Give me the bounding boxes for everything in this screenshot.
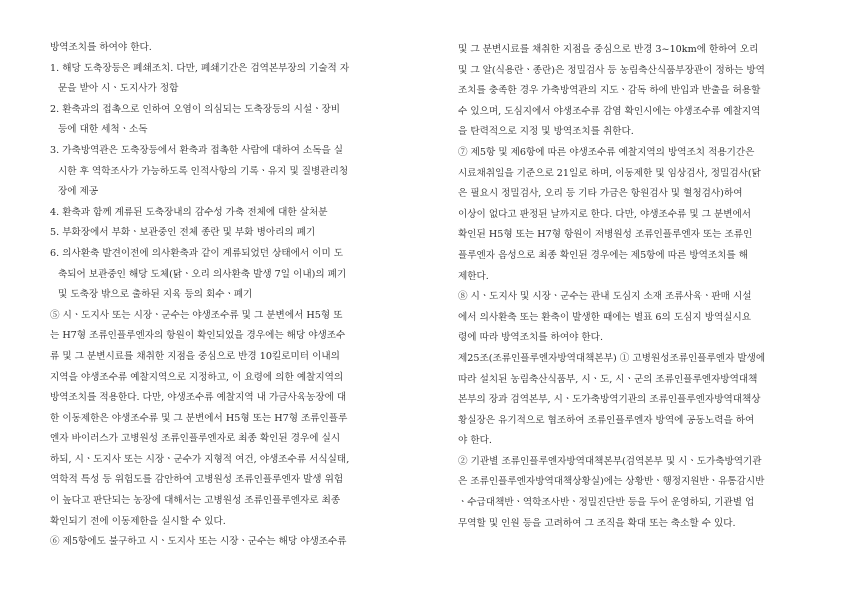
text-line: 수 있으며, 도심지에서 야생조수류 감염 확인시에는 야생조수류 예찰지역 [458,105,761,117]
left-paragraph [50,532,382,553]
text-line: 4. 환축과 함께 계류된 도축장내의 감수성 가축 전체에 대한 살처분 [50,206,328,218]
text-line: 무역할 및 인원 등을 고려하여 그 조직을 확대 또는 축소할 수 있다. [458,517,736,529]
right-paragraph [458,143,794,287]
right-column [458,40,794,534]
text-line: 한 이동제한은 야생조수류 및 그 분변에서 H5형 또는 H7형 조류인플루 [50,412,348,424]
text-line: 2. 환축과의 접촉으로 인하여 오염이 의심되는 도축장등의 시설ㆍ장비 [50,103,340,115]
left-paragraph [50,100,382,141]
text-line: 확인되기 전에 이동제한을 실시할 수 있다. [50,515,226,527]
text-line: 방역조치를 하여야 한다. [50,42,152,53]
text-line: 하되, 시ㆍ도지사 또는 시장ㆍ군수가 지형적 여건, 야생조수류 서식실태, [50,453,350,465]
text-line: 이상이 없다고 판정된 날까지로 한다. 다만, 야생조수류 및 그 분변에서 [458,208,752,220]
text-line: 등에 대한 세척ㆍ소독 [58,124,148,136]
text-line: 제한다. [458,270,489,282]
text-line: 1. 해당 도축장등은 폐쇄조치. 다만, 폐쇄기간은 검역본부장의 기술적 자 [50,62,350,74]
text-line: 는 H7형 조류인플루엔자의 항원이 확인되었을 경우에는 해당 야생조수 [50,330,346,342]
left-paragraph [50,141,382,203]
text-line: 은 조류인플루엔자방역대책상황실)에는 상황반ㆍ행정지원반ㆍ유통감시반 [458,476,765,488]
right-paragraph [458,452,794,534]
right-paragraph [458,287,794,349]
left-paragraph [50,59,382,100]
text-line: 지역을 야생조수류 예찰지역으로 지정하고, 이 요령에 의한 예찰지역의 [50,371,344,383]
text-line: 본부의 장과 검역본부, 시ㆍ도가축방역기관의 조류인플루엔자방역대책상 [458,394,761,406]
text-line: 령에 따라 방역조치를 하여야 한다. [458,332,603,344]
text-line: ⑥ 제5항에도 불구하고 시ㆍ도지사 또는 시장ㆍ군수는 해당 야생조수류 [50,536,347,548]
text-line: 황실장은 유기적으로 협조하여 조류인플루엔자 방역에 공동노력을 하여 [458,414,755,426]
text-line: 문을 받아 시ㆍ도지사가 정함 [58,83,179,95]
text-line: 역학적 특성 등 위험도를 감안하여 고병원성 조류인플루엔자 발생 위험 [50,474,344,486]
text-line: 조치를 충족한 경우 가축방역관의 지도ㆍ감독 하에 반입과 반출을 허용할 [458,85,761,97]
text-line: ⑦ 제5항 및 제6항에 따른 야생조수류 예찰지역의 방역조치 적용기간은 [458,146,755,158]
text-line: 3. 가축방역관은 도축장등에서 환축과 접촉한 사람에 대하여 소독을 실 [50,144,344,156]
text-line: ⑧ 시ㆍ도지사 및 시장ㆍ군수는 관내 도심지 소재 조류사육ㆍ판매 시설 [458,291,752,303]
text-line: 이 높다고 판단되는 농장에 대해서는 고병원성 조류인플루엔자로 최종 [50,495,341,507]
right-paragraph [458,40,794,143]
left-paragraph [50,244,382,306]
text-line: 및 도축장 밖으로 출하된 지육 등의 회수ㆍ폐기 [58,289,253,301]
text-line: 시한 후 역학조사가 가능하도록 인적사항의 기록ㆍ유지 및 질병관리청 [58,165,349,177]
text-line: 6. 의사환축 발견이전에 의사환축과 같이 계류되었던 상태에서 이미 도 [50,247,344,259]
text-line: 시료채취일을 기준으로 21일로 하며, 이동제한 및 임상검사, 정밀검사(닭 [458,167,761,179]
text-line: ⑤ 시ㆍ도지사 또는 시장ㆍ군수는 야생조수류 및 그 분변에서 H5형 또 [50,309,343,321]
text-line: 을 탄력적으로 지정 및 방역조치를 취한다. [458,126,634,138]
left-paragraph [50,223,382,244]
text-line: 방역조치를 적용한다. 다만, 야생조수류 예찰지역 내 가금사육농장에 대 [50,392,347,404]
text-line: 따라 설치된 농림축산식품부, 시ㆍ도, 시ㆍ군의 조류인플루엔자방역대책 [458,373,758,385]
text-line: ㆍ수급대책반ㆍ역학조사반ㆍ정밀진단반 등을 두어 운영하되, 기관별 업 [458,497,755,509]
left-paragraph [50,38,382,59]
text-line: 및 그 알(식용란ㆍ종란)은 정밀검사 등 농림축산식품부장관이 정하는 방역 [458,64,765,76]
text-line: 엔자 바이러스가 고병원성 조류인플루엔자로 최종 확인된 경우에 실시 [50,433,341,445]
text-line: 5. 부화장에서 부화ㆍ보관중인 전체 종란 및 부화 병아리의 폐기 [50,227,316,239]
text-line: 제25조(조류인플루엔자방역대책본부) ① 고병원성조류인플루엔자 발생에 [458,352,766,364]
text-line: 확인된 H5형 또는 H7형 항원이 저병원성 조류인플루엔자 또는 조류인 [458,229,753,241]
text-line: 축되어 보관중인 해당 도체(닭ㆍ오리 의사환축 발생 7일 이내)의 폐기 [58,268,347,280]
text-line: 장에 제공 [58,186,99,198]
text-line: 에서 의사환축 또는 환축이 발생한 때에는 별표 6의 도심지 방역실시요 [458,311,752,323]
text-line: 은 필요시 정밀검사, 오리 등 기타 가금은 항원검사 및 혈청검사)하여 [458,188,743,200]
text-line: 및 그 분변시료를 채취한 지점을 중심으로 반경 3~10km에 한하여 오리 [458,44,759,55]
left-paragraph [50,203,382,224]
right-paragraph [458,349,794,452]
text-line: 플루엔자 음성으로 최종 확인된 경우에는 제5항에 따른 방역조치를 해 [458,249,748,261]
left-column [50,38,382,553]
text-line: 류 및 그 분변시료를 채취한 지점을 중심으로 반경 10킬로미터 이내의 [50,350,340,362]
text-line: 야 한다. [458,435,492,447]
left-paragraph [50,306,382,533]
text-line: ② 기관별 조류인플루엔자방역대책본부(검역본부 및 시ㆍ도가축방역기관 [458,455,762,467]
